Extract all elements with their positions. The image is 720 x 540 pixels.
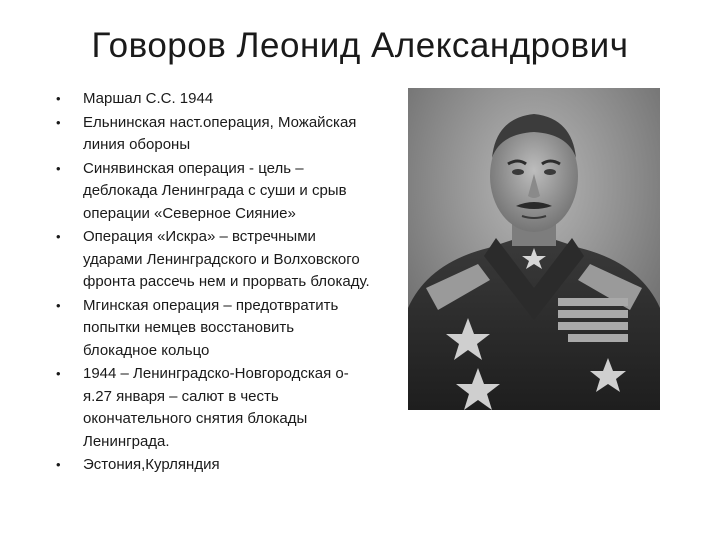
portrait-illustration — [408, 88, 660, 410]
bullet-dot: • — [56, 114, 61, 130]
bullet-item — [52, 226, 372, 294]
bullet-text: Ельнинская наст.операция, Можайская линия обороны — [83, 113, 357, 153]
bullet-text: Эстония,Курляндия — [83, 456, 220, 473]
slide-title: Говоров Леонид Александрович — [91, 26, 629, 65]
bullet-dot: • — [56, 160, 61, 176]
bullet-text: Операция «Искра» – встречными ударами Ленинградского и Волховского фронта рассечь нем и прорвать блокаду. — [83, 228, 370, 290]
bullet-item — [52, 158, 372, 226]
bullet-text: Синявинская операция - цель – деблокада Ленинграда с суши и срыв операции «Северное Сияние» — [83, 159, 347, 222]
bullet-item — [52, 363, 372, 453]
bullet-item — [52, 454, 372, 477]
bullet-list — [52, 88, 372, 477]
bullet-item — [52, 295, 372, 363]
bullet-dot: • — [56, 457, 61, 472]
bullet-dot: • — [56, 229, 61, 244]
bullet-item — [52, 112, 372, 157]
bullet-dot: • — [56, 91, 61, 106]
bullet-text: Мгинская операция – предотвратить попытки немцев восстановить блокадное кольцо — [83, 296, 339, 359]
bullet-item — [52, 88, 372, 111]
portrait-photo — [408, 88, 660, 410]
bullet-text: Маршал С.С. 1944 — [83, 90, 214, 107]
bullet-dot: • — [56, 366, 61, 381]
bullet-text: 1944 – Ленинградско-Новгородская о-я.27 января – салют в честь окончательного снятия блокады Ленинграда. — [83, 365, 349, 450]
bullet-dot: • — [56, 297, 61, 313]
